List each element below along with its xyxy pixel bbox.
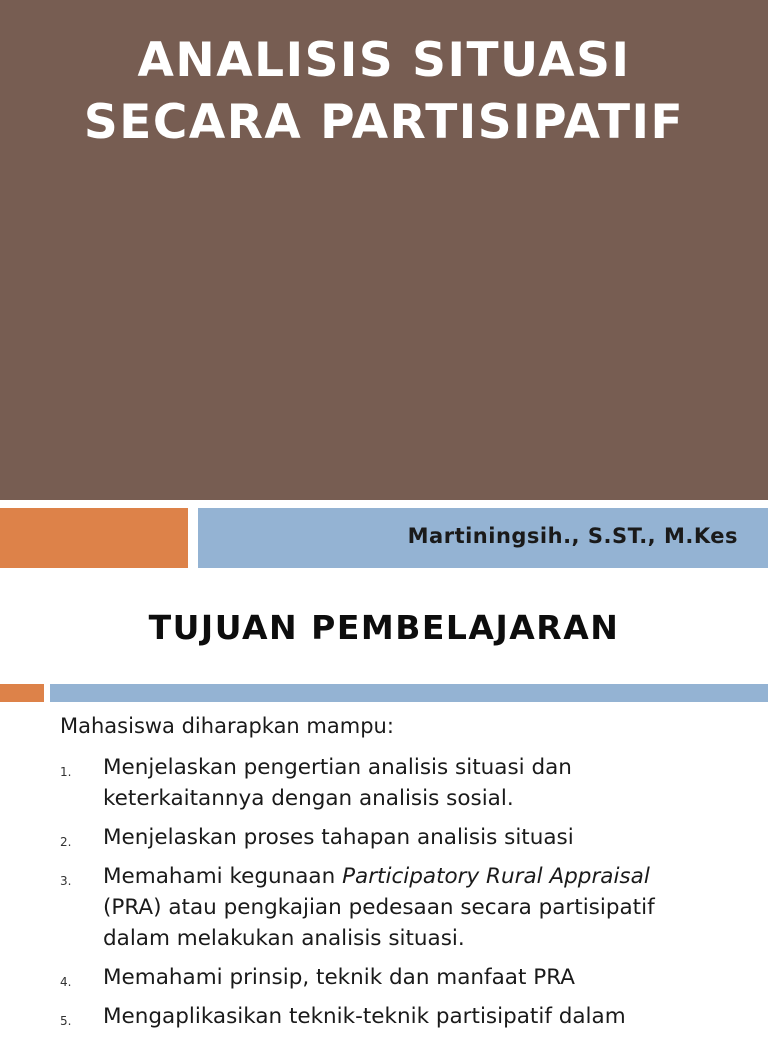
divider-bar-blue: [50, 684, 768, 702]
list-item-line: dalam melakukan analisis situasi.: [103, 926, 465, 951]
list-item-line: Menjelaskan proses tahapan analisis situasi: [103, 825, 574, 850]
list-number: 5.: [60, 1014, 72, 1028]
list-number: 4.: [60, 975, 72, 989]
title-line-2: SECARA PARTISIPATIF: [83, 95, 685, 150]
list-item: [0, 962, 768, 993]
divider-bar-orange: [0, 684, 44, 702]
section-heading: TUJUAN PEMBELAJARAN: [148, 608, 620, 647]
list-item-line: (PRA) atau pengkajian pedesaan secara partisipatif: [103, 895, 655, 920]
intro-text: Mahasiswa diharapkan mampu:: [60, 714, 394, 738]
objectives-list: [0, 752, 768, 1040]
author-name: Martiningsih., S.ST., M.Kes: [407, 524, 738, 548]
list-item-text: Memahami kegunaan: [103, 864, 343, 889]
list-item: [0, 752, 768, 814]
list-item-line: Mengaplikasikan teknik-teknik partisipatif dalam: [103, 1004, 626, 1029]
list-item-line: Menjelaskan pengertian analisis situasi dan: [103, 755, 572, 780]
accent-bar-orange: [0, 508, 188, 568]
slide-title: [0, 30, 768, 154]
list-item: [0, 1001, 768, 1032]
list-item-line: keterkaitannya dengan analisis sosial.: [103, 786, 514, 811]
list-item-line: Memahami prinsip, teknik dan manfaat PRA: [103, 965, 575, 990]
list-number: 2.: [60, 835, 72, 849]
title-line-1: ANALISIS SITUASI: [137, 33, 631, 88]
list-item-italic-term: Participatory Rural Appraisal: [342, 864, 650, 889]
list-number: 3.: [60, 874, 72, 888]
list-number: 1.: [60, 765, 72, 779]
list-item: [0, 861, 768, 954]
list-item-line: [103, 861, 768, 892]
list-item: [0, 822, 768, 853]
